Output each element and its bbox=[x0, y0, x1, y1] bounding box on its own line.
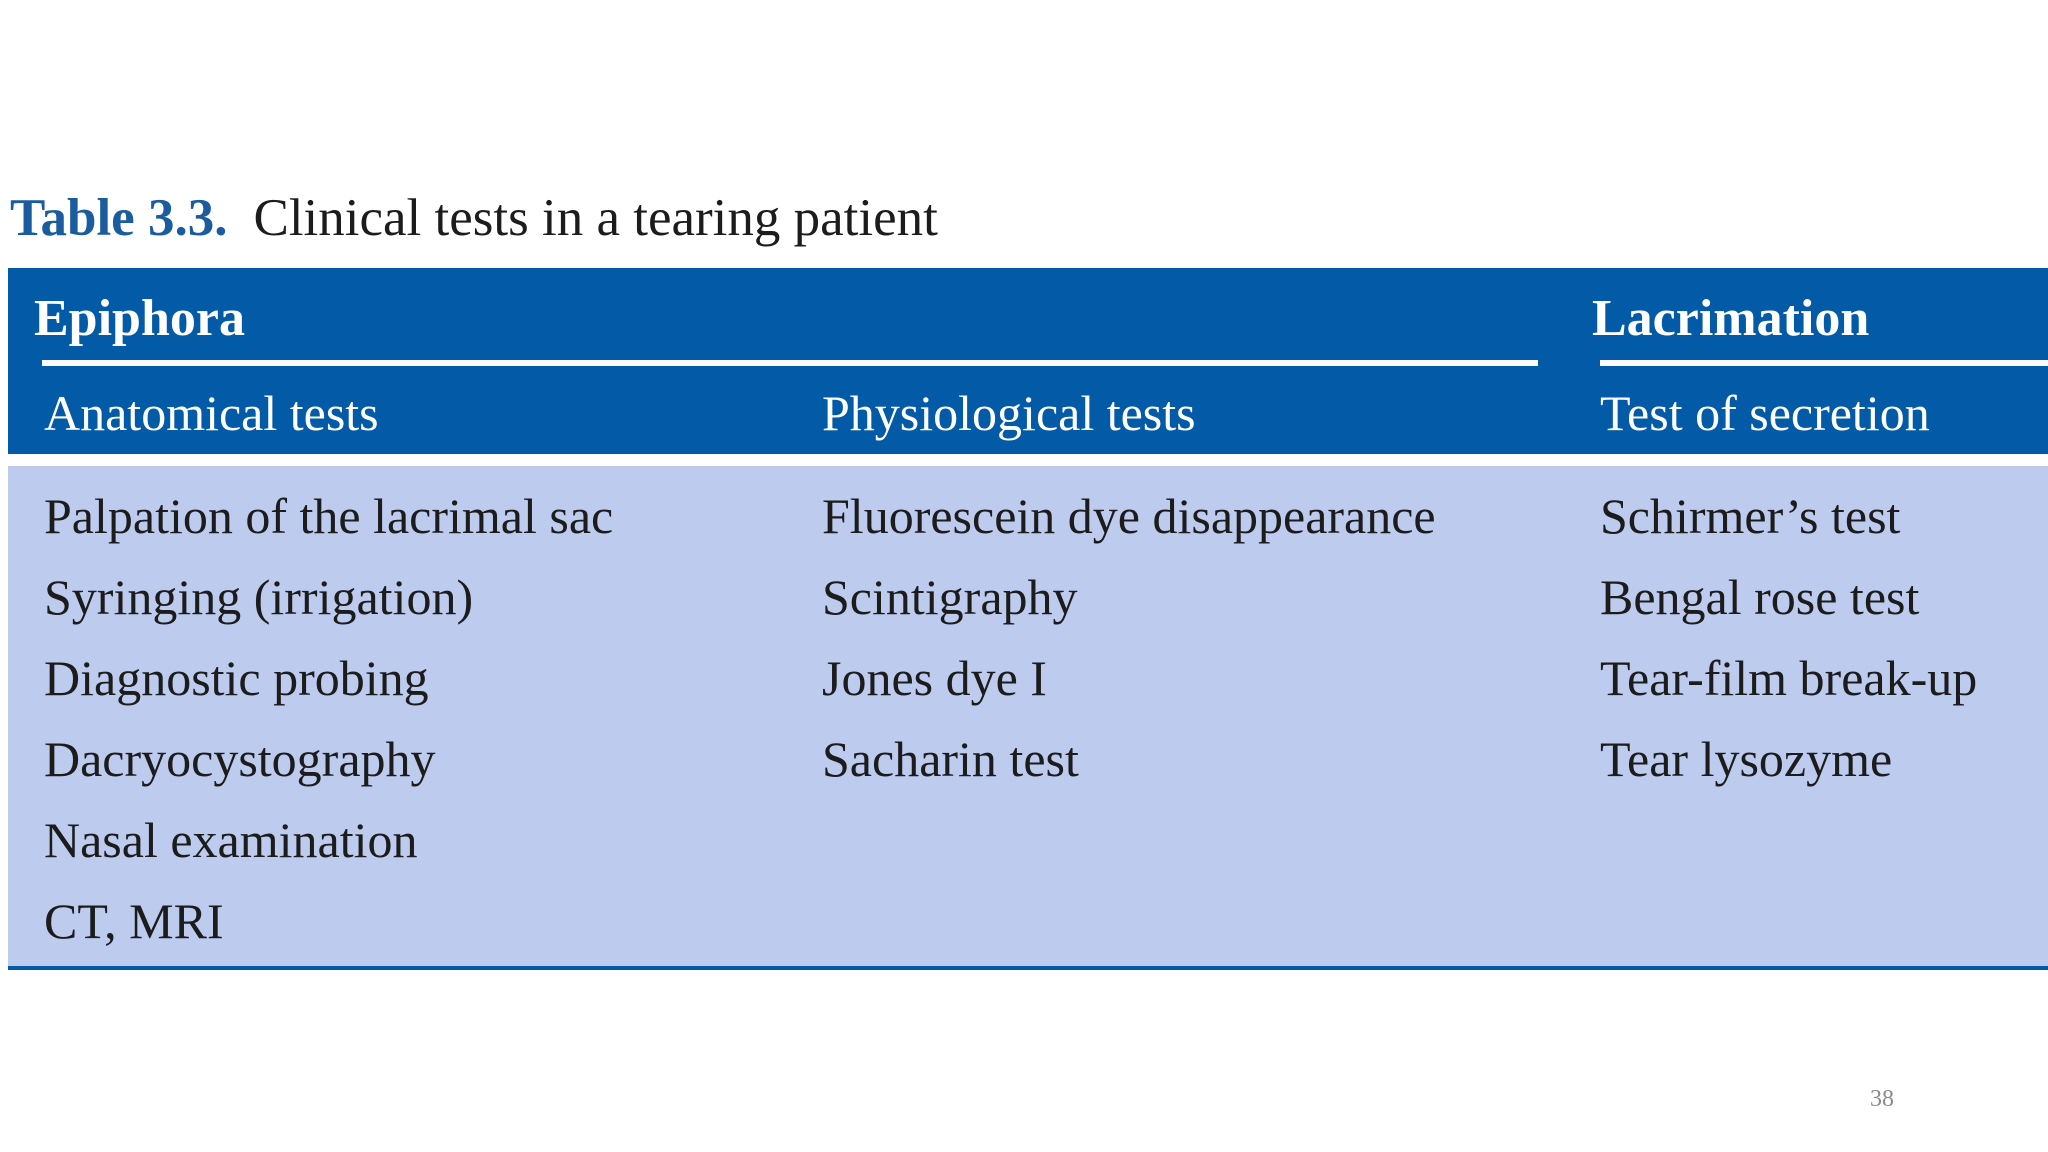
table-cell: Syringing (irrigation) bbox=[44, 569, 474, 625]
column-physiological bbox=[822, 476, 1436, 800]
table-cell: Palpation of the lacrimal sac bbox=[44, 488, 614, 544]
column-anatomical bbox=[44, 476, 613, 962]
table-body bbox=[8, 466, 2048, 970]
table-cell: Nasal examination bbox=[44, 812, 418, 868]
table-cell: Schirmer’s test bbox=[1600, 488, 1901, 544]
table-cell: Scintigraphy bbox=[822, 569, 1078, 625]
table-header bbox=[8, 268, 2048, 454]
lacrimation-underline bbox=[1600, 360, 2048, 366]
column-header-physiological: Physiological tests bbox=[822, 385, 1196, 441]
table-cell: Dacryocystography bbox=[44, 731, 436, 787]
table-cell: CT, MRI bbox=[44, 893, 224, 949]
table-title: Clinical tests in a tearing patient bbox=[253, 189, 938, 247]
column-header-secretion: Test of secretion bbox=[1600, 385, 1930, 441]
header-group-lacrimation: Lacrimation bbox=[1592, 290, 1870, 347]
epiphora-underline bbox=[42, 360, 1538, 366]
table-cell: Jones dye I bbox=[822, 650, 1047, 706]
column-header-anatomical: Anatomical tests bbox=[44, 385, 379, 441]
clinical-tests-table bbox=[8, 268, 2048, 970]
table-caption bbox=[10, 185, 938, 251]
column-secretion bbox=[1600, 476, 1977, 800]
table-cell: Sacharin test bbox=[822, 731, 1079, 787]
table-cell: Tear lysozyme bbox=[1600, 731, 1893, 787]
table-cell: Tear-film break-up bbox=[1600, 650, 1978, 706]
table-cell: Fluorescein dye disappearance bbox=[822, 488, 1436, 544]
table-cell: Diagnostic probing bbox=[44, 650, 429, 706]
header-group-epiphora: Epiphora bbox=[34, 290, 245, 347]
page-number: 38 bbox=[1870, 1086, 1894, 1112]
table-number: Table 3.3. bbox=[10, 189, 228, 247]
table-cell: Bengal rose test bbox=[1600, 569, 1920, 625]
header-body-divider bbox=[8, 454, 2048, 466]
